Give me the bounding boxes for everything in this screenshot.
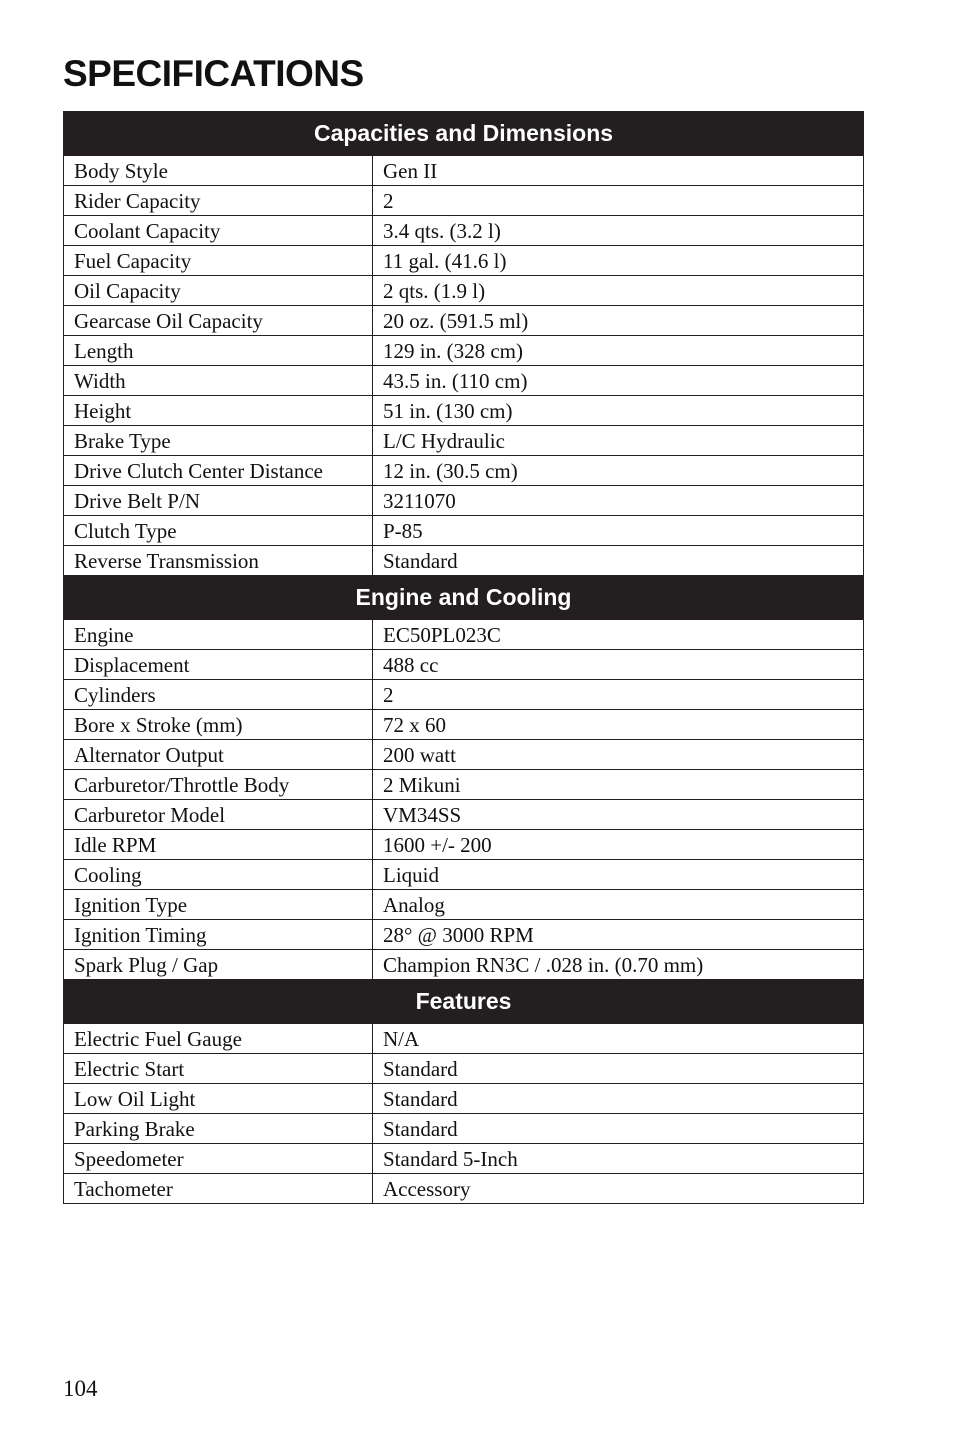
spec-value: 3.4 qts. (3.2 l): [373, 216, 864, 246]
spec-value: VM34SS: [373, 800, 864, 830]
spec-value: 2 qts. (1.9 l): [373, 276, 864, 306]
spec-row: [64, 1084, 864, 1114]
spec-value: 72 x 60: [373, 710, 864, 740]
spec-row: [64, 860, 864, 890]
spec-value: 488 cc: [373, 650, 864, 680]
spec-value: 11 gal. (41.6 l): [373, 246, 864, 276]
spec-value: 51 in. (130 cm): [373, 396, 864, 426]
spec-value: Gen II: [373, 156, 864, 186]
spec-row: [64, 890, 864, 920]
spec-row: [64, 680, 864, 710]
spec-value: 28° @ 3000 RPM: [373, 920, 864, 950]
spec-value: 3211070: [373, 486, 864, 516]
spec-label: Speedometer: [64, 1144, 373, 1174]
spec-row: [64, 830, 864, 860]
spec-label: Brake Type: [64, 426, 373, 456]
spec-row: [64, 246, 864, 276]
spec-value: N/A: [373, 1024, 864, 1054]
spec-row: [64, 186, 864, 216]
spec-value: Accessory: [373, 1174, 864, 1204]
spec-value: Standard: [373, 1084, 864, 1114]
specifications-table: [63, 111, 864, 1204]
spec-row: [64, 1114, 864, 1144]
spec-label: Gearcase Oil Capacity: [64, 306, 373, 336]
spec-value: 12 in. (30.5 cm): [373, 456, 864, 486]
spec-label: Spark Plug / Gap: [64, 950, 373, 980]
spec-value: 43.5 in. (110 cm): [373, 366, 864, 396]
spec-label: Alternator Output: [64, 740, 373, 770]
spec-label: Rider Capacity: [64, 186, 373, 216]
spec-value: EC50PL023C: [373, 620, 864, 650]
spec-value: Standard: [373, 1114, 864, 1144]
spec-label: Drive Clutch Center Distance: [64, 456, 373, 486]
spec-label: Ignition Type: [64, 890, 373, 920]
spec-label: Idle RPM: [64, 830, 373, 860]
spec-label: Oil Capacity: [64, 276, 373, 306]
spec-value: 2: [373, 680, 864, 710]
spec-label: Ignition Timing: [64, 920, 373, 950]
spec-row: [64, 396, 864, 426]
spec-row: [64, 770, 864, 800]
spec-row: [64, 1024, 864, 1054]
spec-row: [64, 426, 864, 456]
spec-row: [64, 546, 864, 576]
spec-label: Reverse Transmission: [64, 546, 373, 576]
spec-row: [64, 276, 864, 306]
spec-row: [64, 1054, 864, 1084]
spec-label: Body Style: [64, 156, 373, 186]
spec-row: [64, 710, 864, 740]
spec-row: [64, 456, 864, 486]
spec-row: [64, 800, 864, 830]
spec-row: [64, 920, 864, 950]
spec-value: L/C Hydraulic: [373, 426, 864, 456]
spec-label: Coolant Capacity: [64, 216, 373, 246]
spec-label: Cooling: [64, 860, 373, 890]
spec-row: [64, 516, 864, 546]
spec-label: Cylinders: [64, 680, 373, 710]
section-title: Engine and Cooling: [64, 576, 864, 620]
spec-label: Fuel Capacity: [64, 246, 373, 276]
section-header-engine-cooling: [64, 576, 864, 620]
spec-value: Champion RN3C / .028 in. (0.70 mm): [373, 950, 864, 980]
spec-row: [64, 1144, 864, 1174]
spec-value: 1600 +/- 200: [373, 830, 864, 860]
spec-row: [64, 740, 864, 770]
spec-label: Drive Belt P/N: [64, 486, 373, 516]
spec-label: Tachometer: [64, 1174, 373, 1204]
spec-label: Displacement: [64, 650, 373, 680]
spec-value: Standard: [373, 1054, 864, 1084]
page-number: 104: [63, 1376, 98, 1401]
spec-label: Electric Fuel Gauge: [64, 1024, 373, 1054]
spec-value: 129 in. (328 cm): [373, 336, 864, 366]
page-title: SPECIFICATIONS: [63, 53, 364, 94]
spec-row: [64, 1174, 864, 1204]
spec-label: Parking Brake: [64, 1114, 373, 1144]
spec-row: [64, 620, 864, 650]
spec-value: Liquid: [373, 860, 864, 890]
spec-value: 2 Mikuni: [373, 770, 864, 800]
spec-row: [64, 336, 864, 366]
section-header-features: [64, 980, 864, 1024]
spec-label: Bore x Stroke (mm): [64, 710, 373, 740]
section-title: Features: [64, 980, 864, 1024]
spec-row: [64, 366, 864, 396]
spec-value: 2: [373, 186, 864, 216]
spec-row: [64, 156, 864, 186]
spec-row: [64, 950, 864, 980]
spec-label: Engine: [64, 620, 373, 650]
spec-label: Height: [64, 396, 373, 426]
spec-label: Length: [64, 336, 373, 366]
spec-value: Standard 5-Inch: [373, 1144, 864, 1174]
spec-label: Width: [64, 366, 373, 396]
spec-value: P-85: [373, 516, 864, 546]
spec-row: [64, 486, 864, 516]
spec-row: [64, 216, 864, 246]
spec-row: [64, 306, 864, 336]
section-header-capacities-dimensions: [64, 112, 864, 156]
spec-value: 20 oz. (591.5 ml): [373, 306, 864, 336]
spec-label: Clutch Type: [64, 516, 373, 546]
spec-row: [64, 650, 864, 680]
section-title: Capacities and Dimensions: [64, 112, 864, 156]
spec-value: Standard: [373, 546, 864, 576]
spec-label: Carburetor/Throttle Body: [64, 770, 373, 800]
spec-value: 200 watt: [373, 740, 864, 770]
spec-label: Carburetor Model: [64, 800, 373, 830]
spec-value: Analog: [373, 890, 864, 920]
spec-label: Electric Start: [64, 1054, 373, 1084]
spec-label: Low Oil Light: [64, 1084, 373, 1114]
